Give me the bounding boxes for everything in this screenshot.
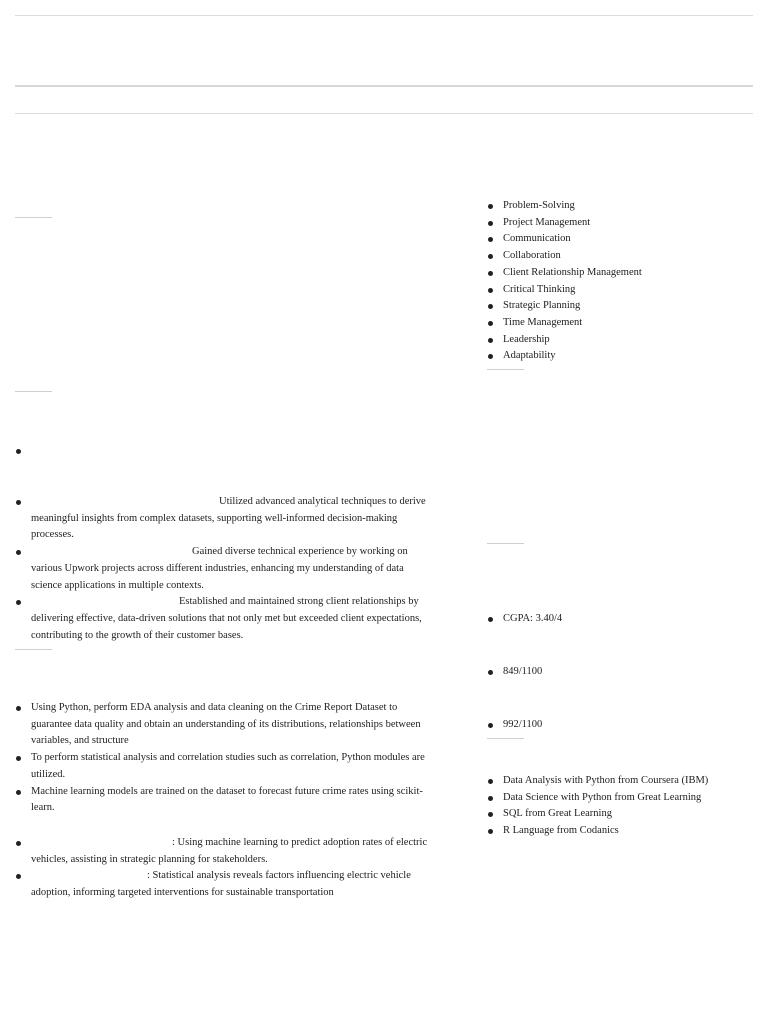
experience-item-text: Established and maintained strong client relationships by delivering effective, data-driven solutions that not only met but exceeded client expectations, contributing to the growth of their customer bases.: [31, 596, 422, 641]
skills-list: [487, 198, 747, 365]
list-item: Adaptability: [487, 348, 747, 365]
list-item: Data Analysis with Python from Coursera (IBM): [487, 773, 747, 790]
empty-bullet: [16, 449, 21, 454]
section-rule-summary: [15, 217, 52, 218]
list-item: 992/1100: [487, 717, 747, 734]
section-rule-education: [487, 543, 524, 544]
list-item: Collaboration: [487, 248, 747, 265]
education-score-2-list: [487, 717, 747, 734]
list-item: Machine learning models are trained on the dataset to forecast future crime rates using scikit-learn.: [15, 784, 435, 817]
ev-item-text: : Using machine learning to predict adoption rates of electric vehicles, assisting in strategic planning for stakeholders.: [31, 837, 428, 865]
list-item: Problem-Solving: [487, 198, 747, 215]
list-item: Using Python, perform EDA analysis and data cleaning on the Crime Report Dataset to guarantee data quality and obtain an understanding of its distributions, relationships between variables, and structure: [15, 700, 435, 750]
list-item: [15, 835, 435, 868]
section-rule-projects: [15, 649, 52, 650]
experience-list: [15, 494, 435, 644]
education-score-1-list: [487, 664, 747, 681]
list-item: R Language from Codanics: [487, 823, 747, 840]
list-item: Project Management: [487, 215, 747, 232]
list-item: Leadership: [487, 332, 747, 349]
list-item: [15, 594, 435, 644]
header-middle-rule: [15, 85, 753, 87]
header-top-rule: [15, 15, 753, 16]
section-rule-skills: [487, 369, 524, 370]
list-item: CGPA: 3.40/4: [487, 611, 747, 628]
list-item: [15, 544, 435, 594]
list-item: Critical Thinking: [487, 282, 747, 299]
list-item: 849/1100: [487, 664, 747, 681]
list-item: Strategic Planning: [487, 298, 747, 315]
list-item: [15, 868, 435, 901]
education-cgpa-list: [487, 611, 747, 628]
ev-project-list: [15, 835, 435, 902]
experience-item-text: Gained diverse technical experience by working on various Upwork projects across different industries, enhancing my understanding of data science applications in multiple contexts.: [31, 546, 408, 591]
ev-item-text: : Statistical analysis reveals factors influencing electric vehicle adoption, informing targeted interventions for sustainable transportation: [31, 870, 411, 899]
crime-project-list: [15, 700, 435, 817]
header-bottom-rule: [15, 113, 753, 114]
list-item: To perform statistical analysis and correlation studies such as correlation, Python modules are utilized.: [15, 750, 435, 783]
section-rule-certifications: [487, 738, 524, 739]
certifications-list: [487, 773, 747, 840]
section-rule-experience: [15, 391, 52, 392]
list-item: Time Management: [487, 315, 747, 332]
experience-item-text: Utilized advanced analytical techniques to derive meaningful insights from complex datasets, supporting well-informed decision-making processes.: [31, 496, 426, 541]
list-item: SQL from Great Learning: [487, 806, 747, 823]
list-item: Data Science with Python from Great Learning: [487, 790, 747, 807]
list-item: [15, 494, 435, 544]
list-item: Communication: [487, 231, 747, 248]
list-item: Client Relationship Management: [487, 265, 747, 282]
